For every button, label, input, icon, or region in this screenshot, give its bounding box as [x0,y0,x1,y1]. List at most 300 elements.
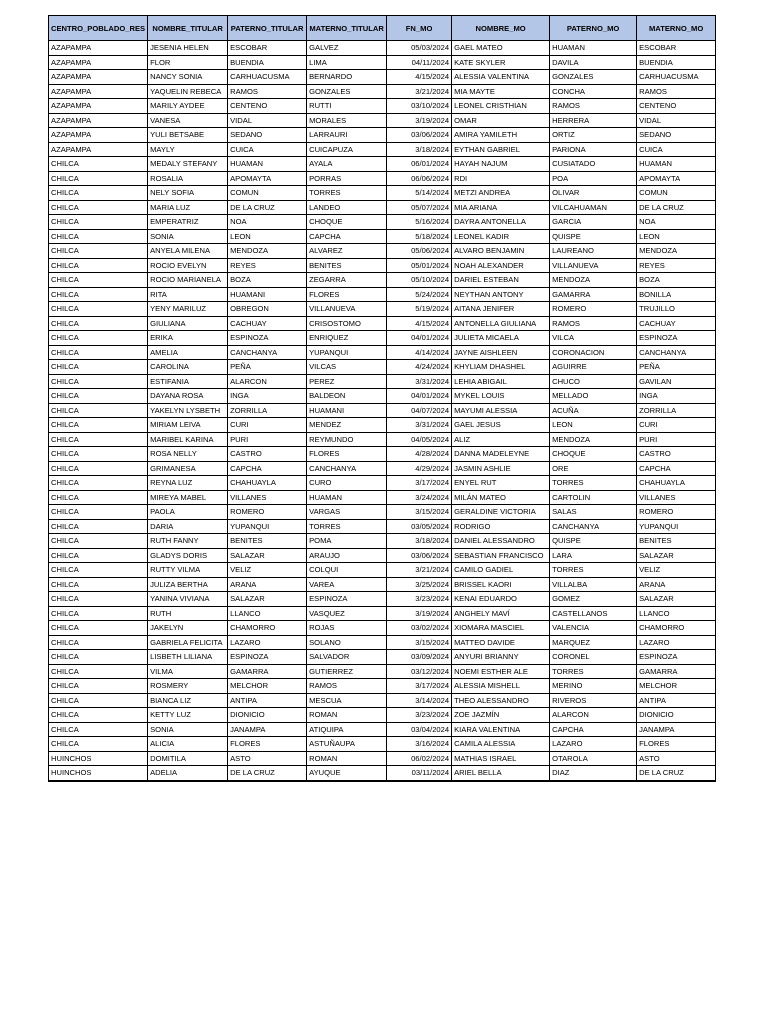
cell-materno-mo: DE LA CRUZ [637,766,716,781]
table-row [49,55,716,70]
cell-nombre-titular: DOMITILA [148,751,228,766]
table-row [49,244,716,259]
cell-nombre-titular: EMPERATRIZ [148,215,228,230]
cell-nombre-titular: GIULIANA [148,316,228,331]
cell-nombre-mo: SEBASTIAN FRANCISCO [452,548,550,563]
cell-nombre-titular: LISBETH LILIANA [148,650,228,665]
cell-nombre-titular: YULI BETSABE [148,128,228,143]
cell-nombre-titular: JULIZA BERTHA [148,577,228,592]
cell-fn-mo: 3/15/2024 [387,635,452,650]
cell-centro-poblado: CHILCA [49,360,148,375]
cell-materno-mo: PURI [637,432,716,447]
cell-centro-poblado: CHILCA [49,577,148,592]
cell-centro-poblado: AZAPAMPA [49,142,148,157]
table-row [49,389,716,404]
cell-materno-titular: ASTUÑAUPA [307,737,387,752]
cell-paterno-titular: DIONICIO [228,708,307,723]
cell-materno-titular: POMA [307,534,387,549]
cell-nombre-titular: DAYANA ROSA [148,389,228,404]
cell-materno-mo: VILLANES [637,490,716,505]
cell-materno-mo: BENITES [637,534,716,549]
cell-paterno-mo: VILLANUEVA [550,258,637,273]
cell-materno-mo: CARHUACUSMA [637,70,716,85]
cell-centro-poblado: CHILCA [49,389,148,404]
table-row [49,41,716,56]
cell-paterno-mo: MERINO [550,679,637,694]
table-row [49,505,716,520]
cell-paterno-titular: FLORES [228,737,307,752]
cell-nombre-titular: RUTH FANNY [148,534,228,549]
cell-paterno-mo: MELLADO [550,389,637,404]
table-row [49,70,716,85]
table-row [49,432,716,447]
cell-paterno-mo: LAZARO [550,737,637,752]
cell-fn-mo: 3/31/2024 [387,374,452,389]
cell-materno-titular: CUICAPUZA [307,142,387,157]
cell-nombre-mo: DANIEL ALESSANDRO [452,534,550,549]
cell-paterno-titular: SEDANO [228,128,307,143]
cell-paterno-mo: MARQUEZ [550,635,637,650]
table-row [49,577,716,592]
cell-materno-titular: SOLANO [307,635,387,650]
cell-fn-mo: 3/16/2024 [387,737,452,752]
cell-fn-mo: 3/19/2024 [387,606,452,621]
cell-paterno-mo: QUISPE [550,229,637,244]
cell-paterno-mo: ORE [550,461,637,476]
cell-nombre-mo: MYKEL LOUIS [452,389,550,404]
cell-nombre-titular: SONIA [148,229,228,244]
cell-paterno-mo: HERRERA [550,113,637,128]
cell-materno-mo: ESPINOZA [637,650,716,665]
cell-nombre-titular: ROCIO MARIANELA [148,273,228,288]
cell-fn-mo: 04/05/2024 [387,432,452,447]
cell-materno-titular: MORALES [307,113,387,128]
cell-materno-titular: ALVAREZ [307,244,387,259]
cell-centro-poblado: CHILCA [49,679,148,694]
cell-nombre-mo: CAMILO GADIEL [452,563,550,578]
cell-fn-mo: 05/07/2024 [387,200,452,215]
spreadsheet-table [48,15,716,782]
cell-paterno-mo: OLIVAR [550,186,637,201]
cell-paterno-mo: SALAS [550,505,637,520]
table-row [49,418,716,433]
cell-paterno-titular: VELIZ [228,563,307,578]
cell-paterno-titular: CAPCHA [228,461,307,476]
header-nombre-titular: NOMBRE_TITULAR [148,16,228,41]
table-row [49,374,716,389]
cell-materno-titular: SALVADOR [307,650,387,665]
cell-nombre-mo: GERALDINE VICTORIA [452,505,550,520]
cell-paterno-mo: HUAMAN [550,41,637,56]
cell-paterno-mo: PARIONA [550,142,637,157]
cell-nombre-titular: ANYELA MILENA [148,244,228,259]
cell-nombre-mo: ANYURI BRIANNY [452,650,550,665]
cell-materno-titular: VASQUEZ [307,606,387,621]
cell-paterno-titular: NOA [228,215,307,230]
cell-nombre-mo: NEYTHAN ANTONY [452,287,550,302]
cell-materno-mo: VELIZ [637,563,716,578]
cell-fn-mo: 03/04/2024 [387,722,452,737]
cell-paterno-titular: GAMARRA [228,664,307,679]
cell-nombre-titular: YENY MARILUZ [148,302,228,317]
cell-materno-mo: GAVILAN [637,374,716,389]
cell-nombre-mo: MATTEO DAVIDE [452,635,550,650]
cell-nombre-titular: RUTH [148,606,228,621]
cell-centro-poblado: AZAPAMPA [49,113,148,128]
cell-materno-mo: FLORES [637,737,716,752]
cell-paterno-titular: ESPINOZA [228,650,307,665]
cell-paterno-titular: MENDOZA [228,244,307,259]
header-fn-mo: FN_MO [387,16,452,41]
cell-paterno-mo: VALENCIA [550,621,637,636]
cell-centro-poblado: CHILCA [49,374,148,389]
cell-materno-mo: INGA [637,389,716,404]
cell-paterno-mo: CORONACION [550,345,637,360]
cell-centro-poblado: CHILCA [49,722,148,737]
cell-materno-titular: CHOQUE [307,215,387,230]
cell-materno-titular: CURO [307,476,387,491]
table-row [49,461,716,476]
cell-materno-mo: CHAHUAYLA [637,476,716,491]
cell-centro-poblado: CHILCA [49,635,148,650]
cell-fn-mo: 3/24/2024 [387,490,452,505]
cell-materno-mo: LAZARO [637,635,716,650]
cell-paterno-titular: CENTENO [228,99,307,114]
cell-materno-titular: ESPINOZA [307,592,387,607]
table-row [49,606,716,621]
cell-nombre-titular: JESENIA HELEN [148,41,228,56]
cell-centro-poblado: CHILCA [49,215,148,230]
cell-fn-mo: 5/14/2024 [387,186,452,201]
table-row [49,766,716,781]
cell-nombre-titular: JAKELYN [148,621,228,636]
cell-nombre-mo: JULIETA MICAELA [452,331,550,346]
cell-materno-titular: REYMUNDO [307,432,387,447]
cell-fn-mo: 4/15/2024 [387,316,452,331]
cell-materno-titular: YUPANQUI [307,345,387,360]
cell-paterno-titular: BUENDIA [228,55,307,70]
cell-materno-titular: VILLANUEVA [307,302,387,317]
cell-nombre-mo: METZI ANDREA [452,186,550,201]
cell-materno-mo: BOZA [637,273,716,288]
cell-paterno-mo: ROMERO [550,302,637,317]
cell-nombre-mo: LEHIA ABIGAIL [452,374,550,389]
cell-paterno-titular: YUPANQUI [228,519,307,534]
cell-fn-mo: 05/03/2024 [387,41,452,56]
cell-nombre-mo: ARIEL BELLA [452,766,550,781]
cell-paterno-titular: ARANA [228,577,307,592]
cell-fn-mo: 03/11/2024 [387,766,452,781]
cell-paterno-titular: INGA [228,389,307,404]
cell-paterno-mo: LARA [550,548,637,563]
cell-centro-poblado: CHILCA [49,490,148,505]
cell-materno-titular: LIMA [307,55,387,70]
cell-materno-titular: ROMAN [307,751,387,766]
cell-nombre-titular: MAYLY [148,142,228,157]
cell-paterno-mo: VILLALBA [550,577,637,592]
table-row [49,751,716,766]
cell-nombre-mo: KHYLIAM DHASHEL [452,360,550,375]
cell-fn-mo: 04/01/2024 [387,389,452,404]
cell-fn-mo: 03/10/2024 [387,99,452,114]
cell-nombre-titular: BIANCA LIZ [148,693,228,708]
cell-paterno-mo: CUSIATADO [550,157,637,172]
cell-paterno-mo: RAMOS [550,99,637,114]
cell-nombre-mo: ZOE JAZMÍN [452,708,550,723]
table-row [49,215,716,230]
cell-paterno-mo: GAMARRA [550,287,637,302]
cell-nombre-titular: ROSMERY [148,679,228,694]
cell-fn-mo: 03/02/2024 [387,621,452,636]
table-row [49,142,716,157]
header-materno-mo: MATERNO_MO [637,16,716,41]
cell-nombre-titular: FLOR [148,55,228,70]
table-row [49,273,716,288]
cell-centro-poblado: CHILCA [49,302,148,317]
cell-fn-mo: 04/01/2024 [387,331,452,346]
cell-materno-titular: LANDEO [307,200,387,215]
cell-centro-poblado: CHILCA [49,606,148,621]
cell-fn-mo: 3/17/2024 [387,476,452,491]
cell-materno-titular: CANCHANYA [307,461,387,476]
cell-paterno-titular: BOZA [228,273,307,288]
cell-paterno-titular: CHAMORRO [228,621,307,636]
cell-nombre-mo: KENAI EDUARDO [452,592,550,607]
cell-fn-mo: 06/02/2024 [387,751,452,766]
cell-nombre-mo: MILÁN MATEO [452,490,550,505]
cell-fn-mo: 4/14/2024 [387,345,452,360]
cell-fn-mo: 4/29/2024 [387,461,452,476]
cell-paterno-titular: DE LA CRUZ [228,766,307,781]
cell-paterno-titular: ANTIPA [228,693,307,708]
cell-nombre-titular: ESTIFANIA [148,374,228,389]
cell-nombre-titular: ROCIO EVELYN [148,258,228,273]
cell-paterno-titular: PURI [228,432,307,447]
cell-nombre-titular: VILMA [148,664,228,679]
table-row [49,722,716,737]
cell-fn-mo: 5/18/2024 [387,229,452,244]
cell-paterno-titular: ALARCON [228,374,307,389]
cell-materno-titular: GONZALES [307,84,387,99]
cell-centro-poblado: CHILCA [49,244,148,259]
cell-nombre-titular: MARIA LUZ [148,200,228,215]
table-row [49,737,716,752]
cell-materno-mo: ROMERO [637,505,716,520]
cell-materno-titular: CAPCHA [307,229,387,244]
cell-materno-titular: FLORES [307,287,387,302]
cell-paterno-titular: ESPINOZA [228,331,307,346]
cell-nombre-mo: KIARA VALENTINA [452,722,550,737]
cell-materno-titular: VARGAS [307,505,387,520]
cell-paterno-mo: VILCAHUAMAN [550,200,637,215]
cell-centro-poblado: CHILCA [49,650,148,665]
cell-nombre-titular: NELY SOFIA [148,186,228,201]
table-row [49,186,716,201]
cell-paterno-titular: CURI [228,418,307,433]
cell-materno-mo: APOMAYTA [637,171,716,186]
cell-nombre-mo: ENYEL RUT [452,476,550,491]
cell-paterno-titular: CASTRO [228,447,307,462]
cell-centro-poblado: CHILCA [49,693,148,708]
cell-paterno-mo: TORRES [550,563,637,578]
cell-materno-titular: BALDEON [307,389,387,404]
table-row [49,84,716,99]
cell-nombre-titular: ALICIA [148,737,228,752]
cell-materno-titular: MENDEZ [307,418,387,433]
cell-paterno-mo: GARCIA [550,215,637,230]
cell-materno-mo: ZORRILLA [637,403,716,418]
cell-nombre-titular: AMELIA [148,345,228,360]
table-row [49,447,716,462]
cell-paterno-mo: CARTOLIN [550,490,637,505]
table-row [49,113,716,128]
cell-paterno-mo: CHOQUE [550,447,637,462]
cell-fn-mo: 3/17/2024 [387,679,452,694]
cell-centro-poblado: CHILCA [49,186,148,201]
cell-nombre-titular: GABRIELA FELICITA [148,635,228,650]
cell-paterno-mo: TORRES [550,664,637,679]
cell-materno-titular: ROJAS [307,621,387,636]
cell-nombre-titular: KETTY LUZ [148,708,228,723]
cell-nombre-mo: ALIZ [452,432,550,447]
cell-materno-mo: ASTO [637,751,716,766]
cell-fn-mo: 3/23/2024 [387,708,452,723]
cell-nombre-mo: CAMILA ALESSIA [452,737,550,752]
table-row [49,693,716,708]
cell-centro-poblado: AZAPAMPA [49,41,148,56]
cell-paterno-titular: JANAMPA [228,722,307,737]
cell-centro-poblado: HUINCHOS [49,751,148,766]
cell-fn-mo: 03/06/2024 [387,548,452,563]
cell-materno-titular: ATIQUIPA [307,722,387,737]
table-header [49,16,716,41]
cell-centro-poblado: CHILCA [49,418,148,433]
table-row [49,490,716,505]
header-nombre-mo: NOMBRE_MO [452,16,550,41]
cell-fn-mo: 05/01/2024 [387,258,452,273]
cell-nombre-mo: KATE SKYLER [452,55,550,70]
cell-paterno-mo: CORONEL [550,650,637,665]
cell-nombre-mo: ANTONELLA GIULIANA [452,316,550,331]
cell-fn-mo: 04/11/2024 [387,55,452,70]
cell-fn-mo: 3/21/2024 [387,84,452,99]
cell-centro-poblado: AZAPAMPA [49,128,148,143]
cell-paterno-mo: ACUÑA [550,403,637,418]
cell-materno-titular: BENITES [307,258,387,273]
cell-centro-poblado: CHILCA [49,563,148,578]
cell-materno-mo: SALAZAR [637,548,716,563]
table-row [49,534,716,549]
cell-paterno-mo: CASTELLANOS [550,606,637,621]
cell-materno-titular: HUAMAN [307,490,387,505]
cell-nombre-mo: MIA ARIANA [452,200,550,215]
cell-nombre-mo: MIA MAYTE [452,84,550,99]
cell-materno-mo: SALAZAR [637,592,716,607]
cell-materno-mo: RAMOS [637,84,716,99]
cell-materno-titular: ROMAN [307,708,387,723]
cell-paterno-mo: DAVILA [550,55,637,70]
table-row [49,316,716,331]
cell-materno-mo: CURI [637,418,716,433]
cell-paterno-titular: HUAMAN [228,157,307,172]
cell-paterno-titular: OBREGON [228,302,307,317]
cell-fn-mo: 4/28/2024 [387,447,452,462]
cell-paterno-mo: AGUIRRE [550,360,637,375]
table-row [49,287,716,302]
cell-materno-titular: TORRES [307,186,387,201]
cell-nombre-titular: CAROLINA [148,360,228,375]
cell-materno-mo: CUICA [637,142,716,157]
cell-materno-mo: GAMARRA [637,664,716,679]
cell-fn-mo: 3/21/2024 [387,563,452,578]
cell-paterno-titular: CACHUAY [228,316,307,331]
cell-centro-poblado: CHILCA [49,273,148,288]
cell-paterno-mo: CHUCO [550,374,637,389]
cell-nombre-mo: XIOMARA MASCIEL [452,621,550,636]
cell-fn-mo: 3/18/2024 [387,142,452,157]
cell-nombre-mo: ALVARO BENJAMIN [452,244,550,259]
table-row [49,519,716,534]
cell-materno-mo: PEÑA [637,360,716,375]
cell-paterno-mo: ALARCON [550,708,637,723]
cell-nombre-titular: MARIBEL KARINA [148,432,228,447]
cell-nombre-titular: MIREYA MABEL [148,490,228,505]
cell-centro-poblado: CHILCA [49,708,148,723]
cell-paterno-mo: VILCA [550,331,637,346]
cell-materno-titular: GALVEZ [307,41,387,56]
cell-centro-poblado: CHILCA [49,287,148,302]
cell-materno-titular: AYALA [307,157,387,172]
cell-paterno-titular: ESCOBAR [228,41,307,56]
cell-nombre-titular: MIRIAM LEIVA [148,418,228,433]
cell-centro-poblado: CHILCA [49,432,148,447]
cell-nombre-mo: DARIEL ESTEBAN [452,273,550,288]
cell-materno-mo: BUENDIA [637,55,716,70]
cell-materno-titular: ARAUJO [307,548,387,563]
table-row [49,650,716,665]
cell-nombre-mo: HAYAH NAJUM [452,157,550,172]
table-row [49,345,716,360]
cell-paterno-titular: LLANCO [228,606,307,621]
cell-materno-mo: DE LA CRUZ [637,200,716,215]
cell-centro-poblado: CHILCA [49,171,148,186]
cell-paterno-titular: RAMOS [228,84,307,99]
cell-paterno-titular: CUICA [228,142,307,157]
table-row [49,99,716,114]
cell-fn-mo: 3/19/2024 [387,113,452,128]
cell-centro-poblado: CHILCA [49,200,148,215]
cell-fn-mo: 03/09/2024 [387,650,452,665]
cell-materno-titular: FLORES [307,447,387,462]
cell-materno-mo: CACHUAY [637,316,716,331]
table-row [49,679,716,694]
cell-materno-mo: REYES [637,258,716,273]
cell-nombre-mo: ANGHELY MAVÍ [452,606,550,621]
table-row [49,664,716,679]
cell-nombre-titular: YAKELYN LYSBETH [148,403,228,418]
cell-nombre-mo: ALESSIA MISHELL [452,679,550,694]
cell-fn-mo: 5/16/2024 [387,215,452,230]
cell-nombre-titular: VANESA [148,113,228,128]
cell-materno-titular: RAMOS [307,679,387,694]
cell-materno-titular: ZEGARRA [307,273,387,288]
cell-materno-titular: LARRAURI [307,128,387,143]
cell-nombre-mo: OMAR [452,113,550,128]
cell-centro-poblado: CHILCA [49,331,148,346]
cell-nombre-mo: GAEL JESUS [452,418,550,433]
cell-fn-mo: 03/12/2024 [387,664,452,679]
cell-centro-poblado: CHILCA [49,157,148,172]
